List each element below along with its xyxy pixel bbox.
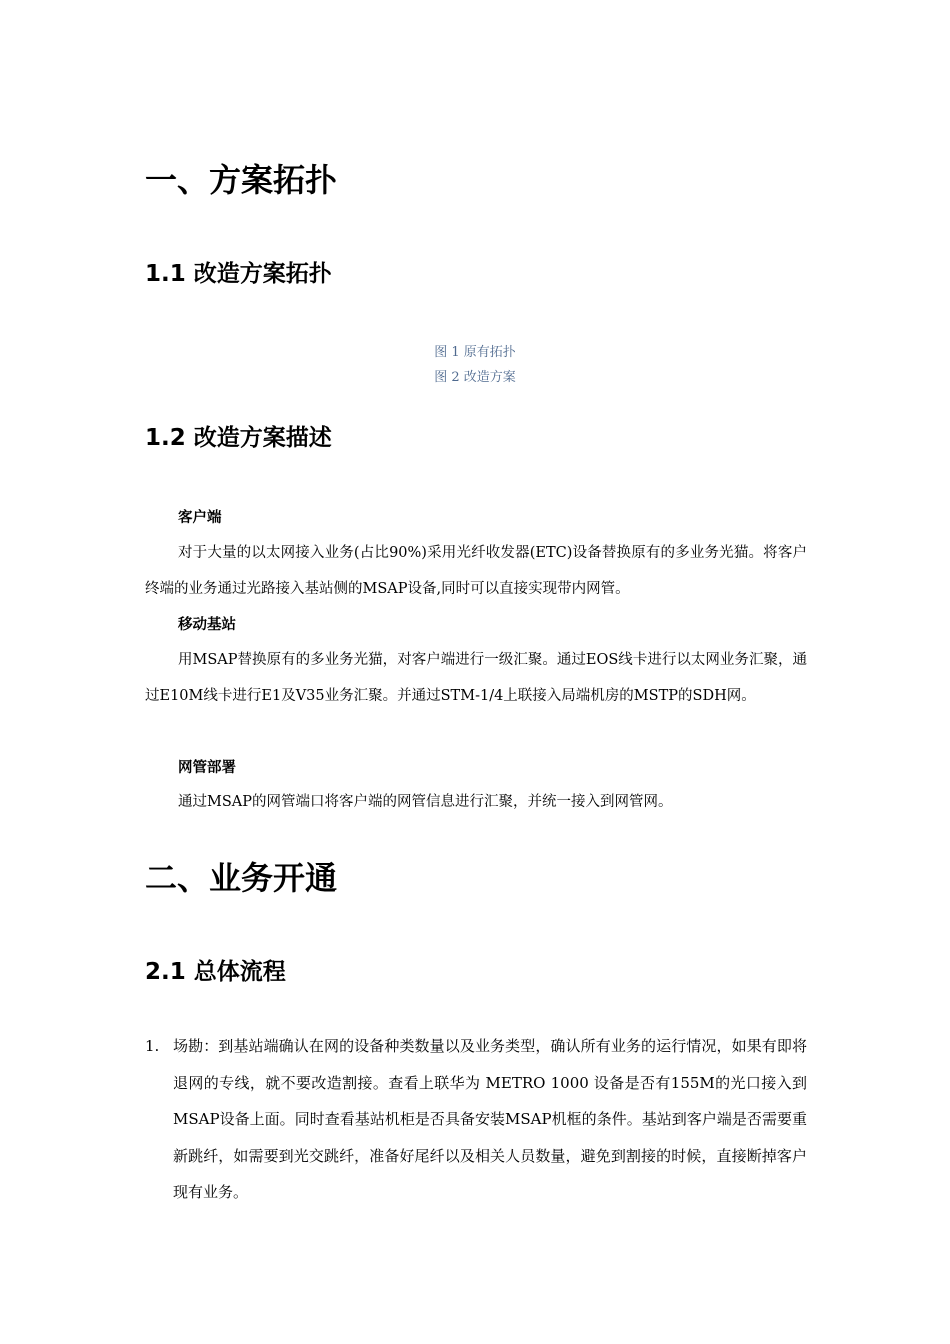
nms-paragraph: 通过MSAP的网管端口将客户端的网管信息进行汇聚，并统一接入到网管网。 <box>178 794 673 810</box>
list-item <box>145 1028 807 1211</box>
list-item-number: 1. <box>145 1037 160 1055</box>
figure-2-caption: 图 2 改造方案 <box>434 370 516 385</box>
nms-heading: 网管部署 <box>178 760 236 776</box>
process-list <box>145 1028 807 1211</box>
section-2-title: 二、业务开通 <box>145 859 338 897</box>
figure-1-caption: 图 1 原有拓扑 <box>434 345 516 360</box>
client-paragraph: 对于大量的以太网接入业务(占比90%)采用光纤收发器(ETC)设备替换原有的多业务光猫。将客户终端的业务通过光路接入基站侧的MSAP设备,同时可以直接实现带内网管。 <box>145 545 807 597</box>
list-item-text: 场勘：到基站端确认在网的设备种类数量以及业务类型，确认所有业务的运行情况，如果有即将退网的专线，就不要改造割接。查看上联华为 METRO 1000 设备是否有155M的光口接入到MSAP设备上面。同时查看基站机柜是否具备安装MSAP机框的条件。基站到客户端是否需要重新跳纤，如需要到光交跳纤，准备好尾纤以及相关人员数量，避免到割接的时候，直接断掉客户现有业务。 <box>173 1037 807 1201</box>
base-station-paragraph: 用MSAP替换原有的多业务光猫，对客户端进行一级汇聚。通过EOS线卡进行以太网业务汇聚，通过E10M线卡进行E1及V35业务汇聚。并通过STM-1/4上联接入局端机房的MSTP的SDH网。 <box>145 652 807 704</box>
subsection-2-1-title: 2.1 总体流程 <box>145 959 286 985</box>
base-station-heading: 移动基站 <box>178 617 236 633</box>
subsection-1-1-title: 1.1 改造方案拓扑 <box>145 261 332 287</box>
section-1-title: 一、方案拓扑 <box>145 161 338 199</box>
client-heading: 客户端 <box>178 510 222 526</box>
subsection-1-2-title: 1.2 改造方案描述 <box>145 425 332 451</box>
